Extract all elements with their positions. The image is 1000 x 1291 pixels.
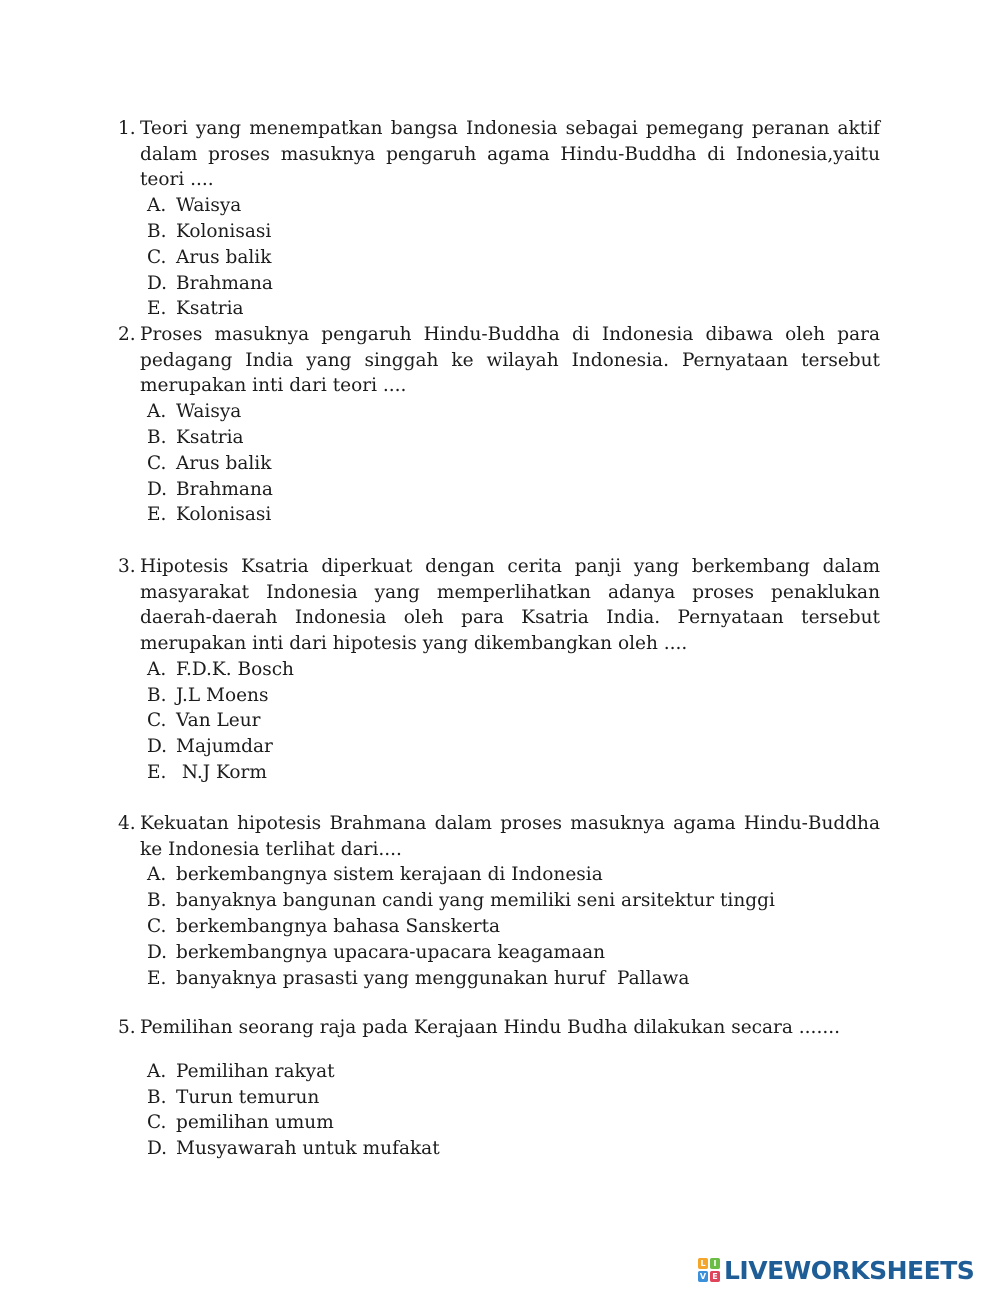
option-text: Brahmana bbox=[176, 478, 273, 500]
option-c[interactable] bbox=[118, 1110, 880, 1136]
option-letter: C. bbox=[147, 246, 167, 268]
question-number: 5. bbox=[118, 1017, 136, 1038]
option-a[interactable] bbox=[118, 657, 880, 683]
logo-text: LIVEWORKSHEETS bbox=[724, 1255, 975, 1285]
option-text: Pemilihan rakyat bbox=[176, 1060, 335, 1082]
option-text: Kolonisasi bbox=[176, 220, 272, 242]
option-letter: A. bbox=[147, 401, 167, 423]
option-text: banyaknya prasasti yang menggunakan huruf Pallawa bbox=[176, 967, 690, 989]
option-text: berkembangnya sistem kerajaan di Indonesia bbox=[176, 864, 603, 886]
option-letter: A. bbox=[147, 658, 167, 680]
option-letter: D. bbox=[147, 272, 168, 294]
option-a[interactable] bbox=[118, 862, 880, 888]
option-text: berkembangnya bahasa Sanskerta bbox=[176, 916, 501, 937]
question-text: 4. Kekuatan hipotesis Brahmana dalam proses masuknya agama Hindu-Buddha ke Indonesia terlihat dari.... bbox=[118, 813, 880, 860]
option-d[interactable] bbox=[118, 734, 880, 760]
option-text: berkembangnya upacara-upacara keagamaan bbox=[176, 941, 606, 963]
option-b[interactable] bbox=[118, 888, 880, 914]
liveworksheets-logo bbox=[698, 1256, 974, 1284]
liveworksheets-logo-icon bbox=[698, 1258, 720, 1282]
option-text: Arus balik bbox=[176, 452, 272, 474]
answer-options bbox=[118, 657, 880, 786]
option-letter: E. bbox=[147, 967, 167, 989]
option-e[interactable] bbox=[118, 502, 880, 528]
option-c[interactable] bbox=[118, 914, 880, 940]
question-5 bbox=[118, 1015, 880, 1162]
option-d[interactable] bbox=[118, 1136, 880, 1162]
question-text: 2. Proses masuknya pengaruh Hindu-Buddha di Indonesia dibawa oleh para pedagang India yang singgah ke wilayah Indonesia. Pernyataan tersebut merupakan inti dari teori .... bbox=[118, 324, 880, 397]
question-3 bbox=[118, 554, 880, 786]
option-c[interactable] bbox=[118, 451, 880, 477]
option-text: pemilihan umum bbox=[176, 1112, 334, 1134]
option-b[interactable] bbox=[118, 425, 880, 451]
option-b[interactable] bbox=[118, 219, 880, 245]
option-a[interactable] bbox=[118, 399, 880, 425]
option-letter: C. bbox=[147, 916, 167, 937]
option-text: J.L Moens bbox=[176, 684, 269, 706]
option-e[interactable] bbox=[118, 966, 880, 992]
question-number: 4. bbox=[118, 813, 136, 834]
option-text: Turun temurun bbox=[176, 1086, 320, 1108]
option-e[interactable] bbox=[118, 760, 880, 786]
option-text: Van Leur bbox=[176, 710, 261, 732]
option-c[interactable] bbox=[118, 708, 880, 734]
option-c[interactable] bbox=[118, 245, 880, 271]
question-1 bbox=[118, 116, 880, 322]
logo-tile-l: L bbox=[698, 1258, 708, 1269]
option-letter: A. bbox=[147, 864, 167, 886]
option-a[interactable] bbox=[118, 193, 880, 219]
question-number: 2. bbox=[118, 324, 136, 345]
answer-options bbox=[118, 193, 880, 322]
option-e[interactable] bbox=[118, 296, 880, 322]
option-letter: B. bbox=[147, 1086, 167, 1108]
option-letter: E. bbox=[147, 762, 167, 783]
option-text: Waisya bbox=[176, 195, 242, 217]
option-text: Kolonisasi bbox=[176, 504, 272, 526]
logo-tile-e: E bbox=[710, 1271, 720, 1282]
option-letter: C. bbox=[147, 710, 167, 732]
option-d[interactable] bbox=[118, 477, 880, 503]
option-text: Majumdar bbox=[176, 736, 273, 758]
option-text: Waisya bbox=[176, 401, 242, 423]
option-letter: E. bbox=[147, 504, 167, 526]
option-letter: D. bbox=[147, 736, 168, 758]
option-letter: B. bbox=[147, 426, 167, 448]
answer-options bbox=[118, 1059, 880, 1162]
option-b[interactable] bbox=[118, 1085, 880, 1111]
question-number: 3. bbox=[118, 556, 136, 577]
question-text: 5. Pemilihan seorang raja pada Kerajaan Hindu Budha dilakukan secara ....... bbox=[118, 1015, 880, 1041]
option-text: F.D.K. Bosch bbox=[176, 658, 294, 680]
option-letter: C. bbox=[147, 452, 167, 474]
option-letter: C. bbox=[147, 1112, 167, 1134]
option-d[interactable] bbox=[118, 940, 880, 966]
question-number: 1. bbox=[118, 118, 136, 139]
logo-tile-i: I bbox=[710, 1258, 720, 1269]
option-letter: B. bbox=[147, 220, 167, 242]
option-d[interactable] bbox=[118, 271, 880, 297]
question-text: 1. Teori yang menempatkan bangsa Indonesia sebagai pemegang peranan aktif dalam proses masuknya pengaruh agama Hindu-Buddha di Indonesia,yaitu teori .... bbox=[118, 118, 880, 191]
option-text: Arus balik bbox=[176, 246, 272, 268]
question-4 bbox=[118, 811, 880, 991]
option-letter: A. bbox=[147, 1060, 167, 1082]
option-a[interactable] bbox=[118, 1059, 880, 1085]
option-text: N.J Korm bbox=[176, 762, 267, 783]
option-letter: D. bbox=[147, 941, 168, 963]
answer-options bbox=[118, 399, 880, 528]
option-text: Ksatria bbox=[176, 298, 244, 320]
question-text: 3. Hipotesis Ksatria diperkuat dengan cerita panji yang berkembang dalam masyarakat Indonesia yang memperlihatkan adanya proses penaklukan daerah-daerah Indonesia oleh para Ksatria India. Pernyataan tersebut merupakan inti dari hipotesis yang dikembangkan oleh .... bbox=[118, 556, 880, 655]
option-letter: D. bbox=[147, 478, 168, 500]
option-letter: E. bbox=[147, 298, 167, 320]
option-letter: A. bbox=[147, 195, 167, 217]
answer-options bbox=[118, 862, 880, 991]
option-letter: B. bbox=[147, 890, 167, 912]
option-text: banyaknya bangunan candi yang memiliki seni arsitektur tinggi bbox=[176, 890, 775, 912]
option-text: Musyawarah untuk mufakat bbox=[176, 1138, 440, 1160]
option-b[interactable] bbox=[118, 683, 880, 709]
option-text: Ksatria bbox=[176, 426, 244, 448]
option-text: Brahmana bbox=[176, 272, 273, 294]
logo-tile-v: V bbox=[699, 1272, 707, 1281]
option-letter: B. bbox=[147, 684, 167, 706]
option-letter: D. bbox=[147, 1138, 168, 1160]
question-2 bbox=[118, 322, 880, 528]
